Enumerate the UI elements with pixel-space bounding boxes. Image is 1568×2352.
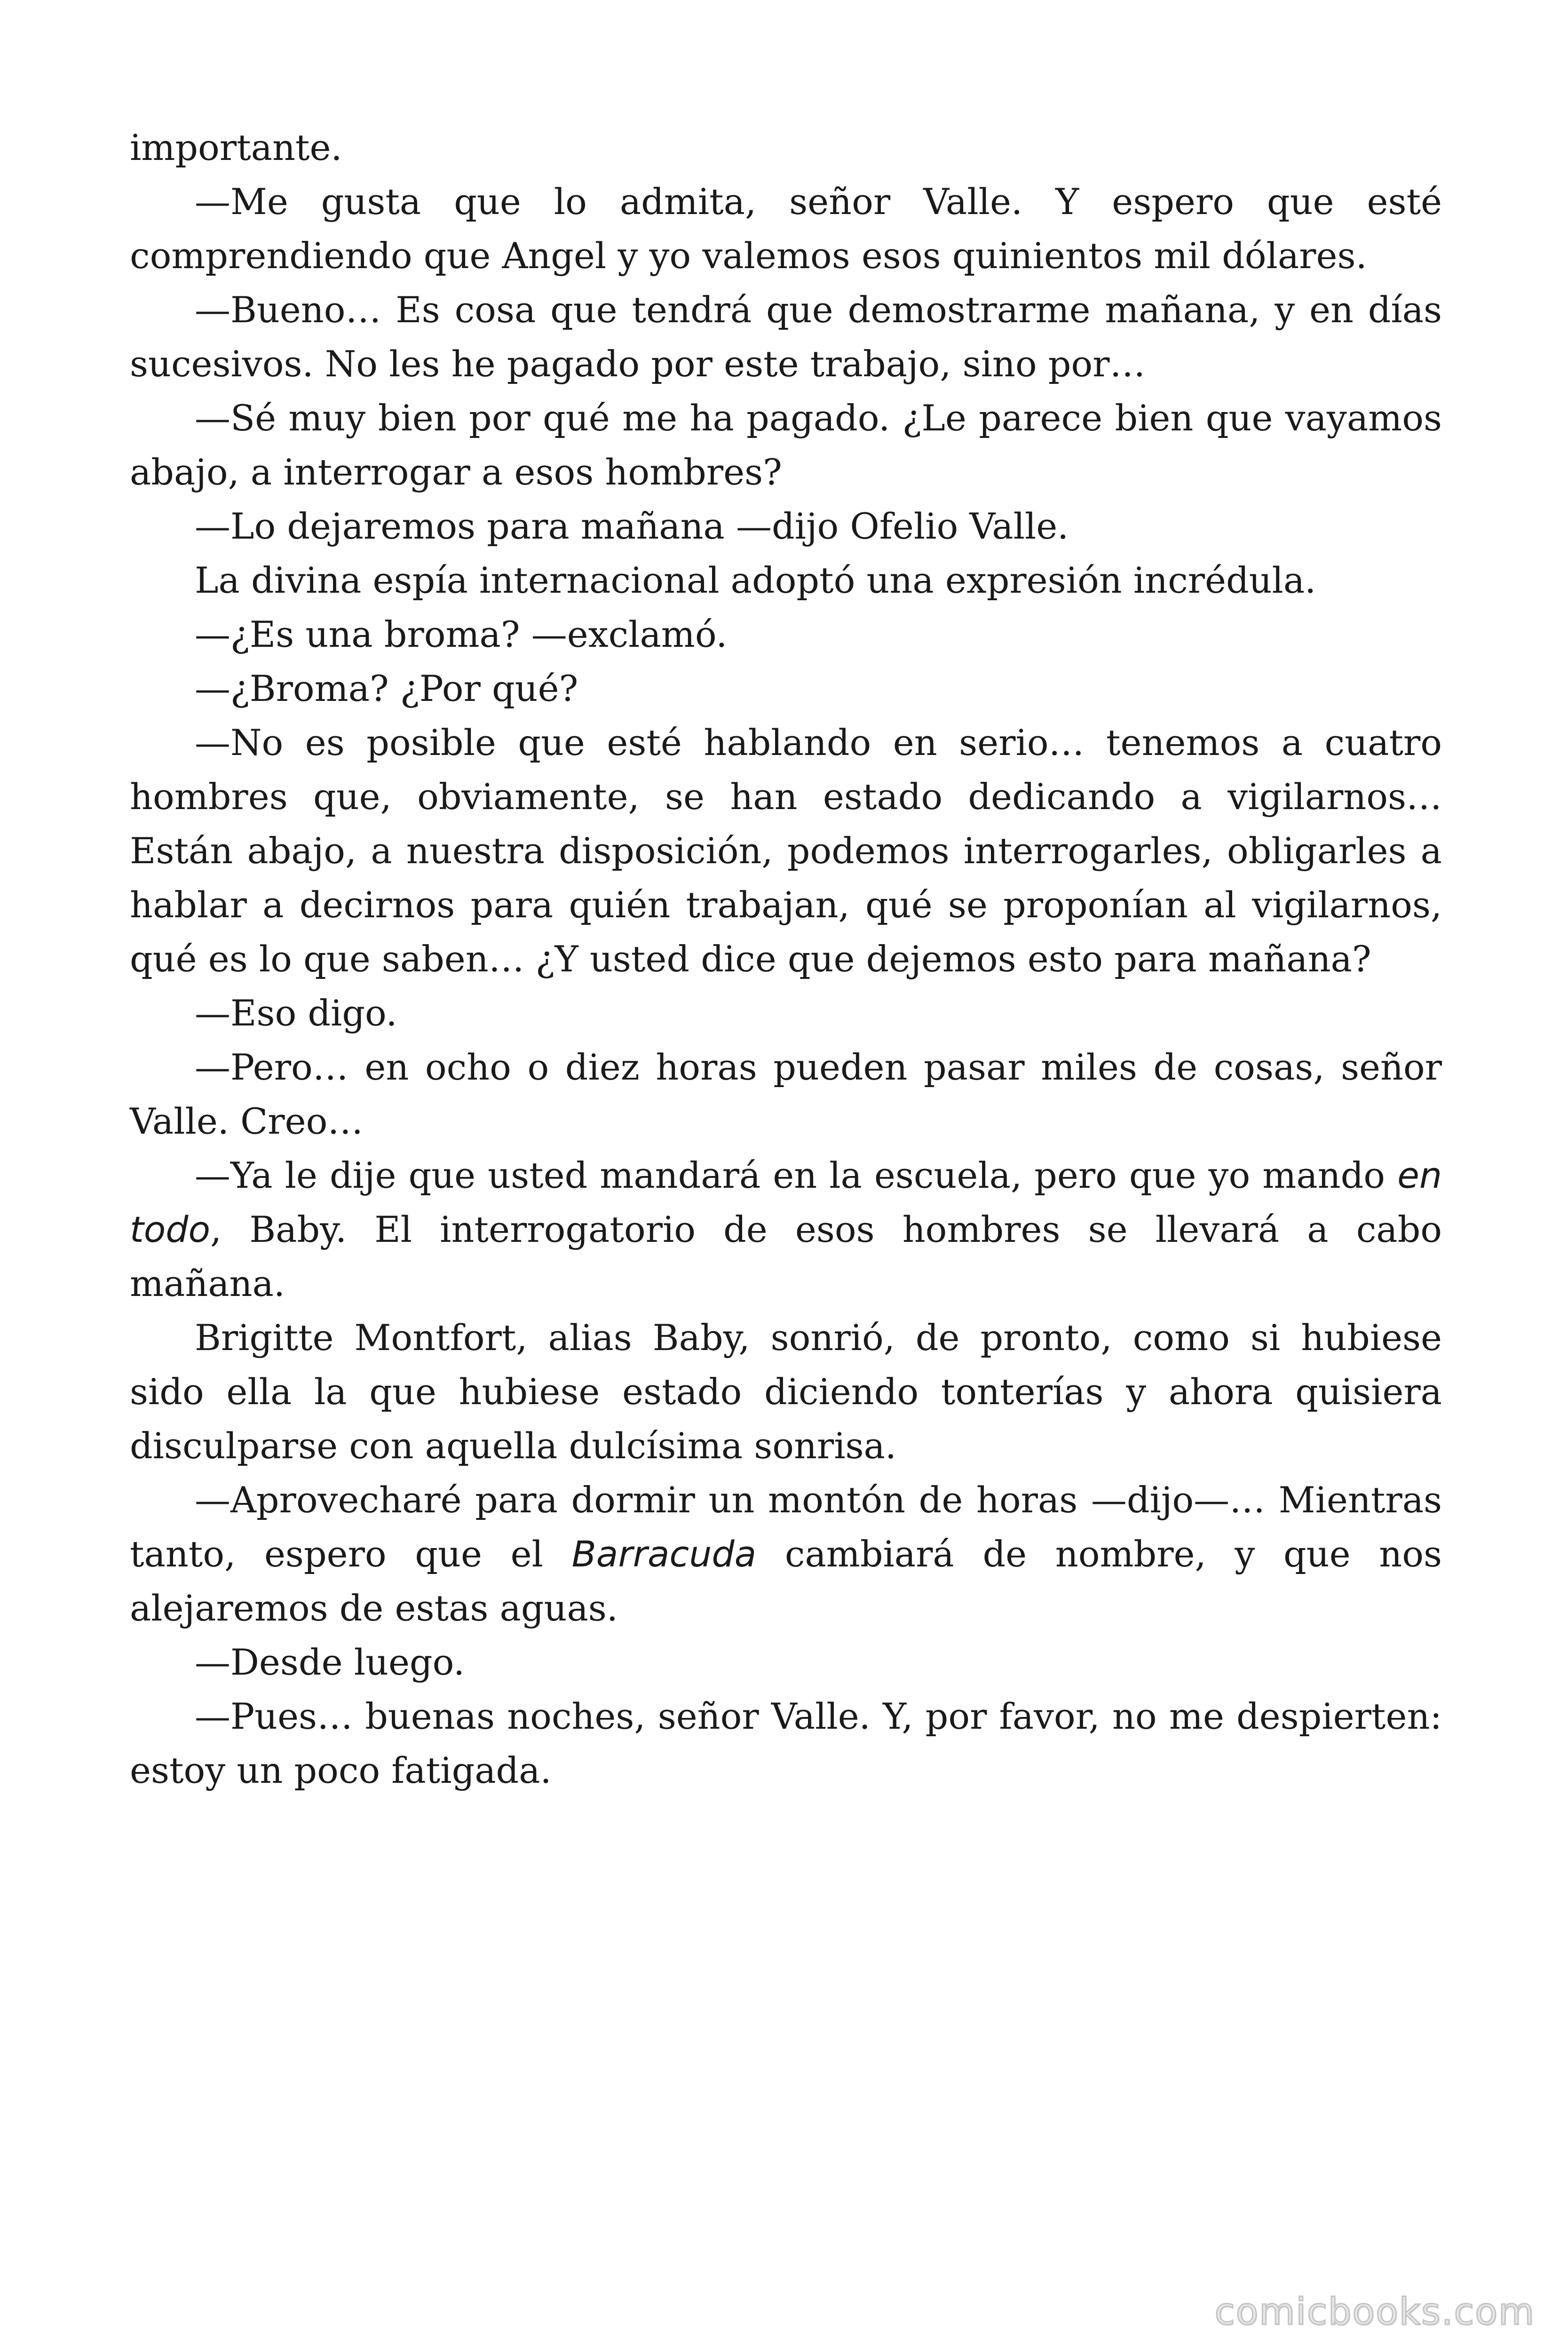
text-run: —¿Es una broma? —exclamó. <box>195 613 728 655</box>
text-run: —Pero… en ocho o diez horas pueden pasar miles de cosas, señor Valle. Creo… <box>130 1046 1442 1142</box>
italic-text: Barracuda <box>571 1533 757 1575</box>
paragraph <box>130 499 1442 553</box>
paragraph <box>130 715 1442 986</box>
paragraph <box>130 120 1442 175</box>
text-run: —Aprovecharé para dormir un montón de horas —dijo—… Mientras tanto, espero que el <box>130 1479 1442 1575</box>
text-run: —Bueno… Es cosa que tendrá que demostrarme mañana, y en días sucesivos. No les he pagado por este trabajo, sino por… <box>130 289 1442 385</box>
body-text <box>130 120 1442 1797</box>
paragraph <box>130 1148 1442 1311</box>
text-run: Brigitte Montfort, alias Baby, sonrió, de pronto, como si hubiese sido ella la que hubiese estado diciendo tonterías y ahora quisiera disculparse con aquella dulcísima sonrisa. <box>130 1317 1442 1467</box>
paragraph <box>130 1040 1442 1148</box>
paragraph <box>130 1473 1442 1635</box>
text-run: —¿Broma? ¿Por qué? <box>195 667 578 709</box>
italic-text: en todo <box>130 1154 1442 1250</box>
text-run: La divina espía internacional adoptó una expresión incrédula. <box>195 559 1316 601</box>
paragraph <box>130 1689 1442 1797</box>
text-run: —No es posible que esté hablando en serio… tenemos a cuatro hombres que, obviamente, se han estado dedicando a vigilarnos… Están abajo, a nuestra disposición, podemos interrogarles, obligarles a hablar a decirnos para quién trabajan, qué se proponían al vigilarnos, qué es lo que saben… ¿Y usted dice que dejemos esto para mañana? <box>130 722 1442 980</box>
paragraph <box>130 175 1442 283</box>
paragraph <box>130 661 1442 715</box>
text-run: —Pues… buenas noches, señor Valle. Y, por favor, no me despierten: estoy un poco fatigada. <box>130 1695 1442 1791</box>
paragraph <box>130 391 1442 499</box>
paragraph <box>130 986 1442 1040</box>
paragraph <box>130 607 1442 661</box>
paragraph <box>130 553 1442 607</box>
text-run: importante. <box>130 127 342 168</box>
paragraph <box>130 1635 1442 1689</box>
paragraph <box>130 1311 1442 1473</box>
text-run: —Lo dejaremos para mañana —dijo Ofelio Valle. <box>195 505 1069 547</box>
text-run: —Ya le dije que usted mandará en la escuela, pero que yo mando <box>195 1154 1398 1196</box>
text-run: —Sé muy bien por qué me ha pagado. ¿Le parece bien que vayamos abajo, a interrogar a esos hombres? <box>130 397 1442 493</box>
text-run: cambiará de nombre, y que nos alejaremos de estas aguas. <box>130 1533 1442 1629</box>
text-run: , Baby. El interrogatorio de esos hombres se llevará a cabo mañana. <box>130 1208 1442 1304</box>
text-run: —Eso digo. <box>195 992 397 1034</box>
paragraph <box>130 283 1442 391</box>
watermark: comicbooks.com <box>1214 2291 1535 2333</box>
text-run: —Me gusta que lo admita, señor Valle. Y espero que esté comprendiendo que Angel y yo valemos esos quinientos mil dólares. <box>130 181 1442 277</box>
text-run: —Desde luego. <box>195 1641 465 1683</box>
